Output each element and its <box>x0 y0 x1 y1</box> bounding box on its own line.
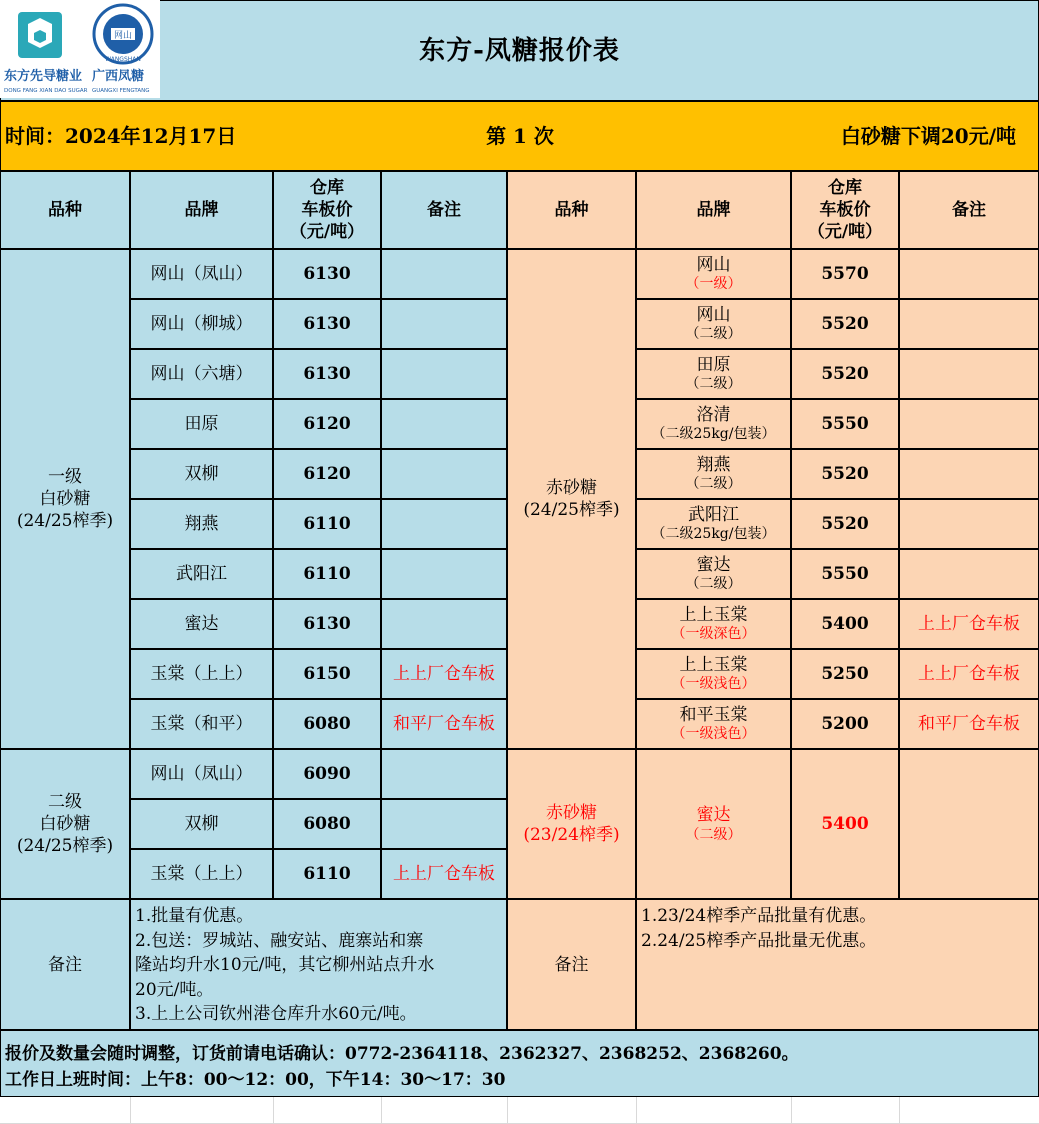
left-note-cell <box>381 349 507 399</box>
left-brand-cell <box>130 699 273 749</box>
note: 上上厂仓车板 <box>393 664 495 684</box>
brand-grade: （一级深色） <box>671 626 756 642</box>
left-brand-cell <box>130 749 273 799</box>
brand-name: 田原 <box>184 414 219 434</box>
remark-line: 隆站均升水10元/吨，其它柳州站点升水 <box>135 955 435 975</box>
left-note-cell <box>381 849 507 899</box>
price: 6130 <box>303 364 351 384</box>
header-price-right: 仓库 车板价 （元/吨） <box>791 171 899 249</box>
left-logo-name: 东方先导糖业 <box>4 69 83 84</box>
header-price-left: 仓库 车板价 （元/吨） <box>273 171 381 249</box>
price: 6110 <box>303 514 351 534</box>
brand-name: 网山（柳城） <box>150 314 253 334</box>
remarks-label-right: 备注 <box>507 899 636 1030</box>
header-note-right: 备注 <box>899 171 1039 249</box>
header-brand-right: 品牌 <box>636 171 791 249</box>
note: 和平厂仓车板 <box>918 714 1020 734</box>
brand-name: 蜜达 <box>696 555 731 575</box>
price: 6130 <box>303 314 351 334</box>
note: 上上厂仓车板 <box>918 664 1020 684</box>
left-brand-cell <box>130 249 273 299</box>
left-brand-cell <box>130 449 273 499</box>
price: 5200 <box>821 714 869 734</box>
note: 上上厂仓车板 <box>918 614 1020 634</box>
brand-name: 翔燕 <box>184 514 219 534</box>
right-note-cell <box>899 599 1039 649</box>
contact-line: 报价及数量会随时调整，订货前请电话确认：0772-2364118、2362327、2368252、2368260。 <box>5 1044 799 1064</box>
price: 6120 <box>303 414 351 434</box>
left-note-cell <box>381 699 507 749</box>
brand-grade: （一级浅色） <box>671 726 756 742</box>
remark-line: 1.批量有优惠。 <box>135 906 254 926</box>
right-price-cell <box>791 699 899 749</box>
left-note-cell <box>381 499 507 549</box>
brand-name: 网山（凤山） <box>150 264 253 284</box>
left-price-cell <box>273 499 381 549</box>
right-logo-sub: GUANGXI FENGTANG <box>92 88 150 94</box>
price: 6080 <box>303 714 351 734</box>
right-note-cell <box>899 449 1039 499</box>
hours-line: 工作日上班时间：上午8：00～12：00，下午14：30～17：30 <box>5 1070 506 1090</box>
left-price-cell <box>273 249 381 299</box>
remark-line: 20元/吨。 <box>135 979 214 1000</box>
right-brand-cell <box>636 299 791 349</box>
note: 上上厂仓车板 <box>393 864 495 884</box>
left-brand-cell <box>130 299 273 349</box>
brand-grade: （二级25kg/包装） <box>651 526 776 542</box>
note: 和平厂仓车板 <box>393 714 495 734</box>
brand-name: 田原 <box>696 355 731 375</box>
grid-line <box>636 1097 637 1124</box>
brand-grade: （二级） <box>685 376 742 392</box>
right-logo-name: 广西凤糖 <box>92 69 145 84</box>
seal-ring-text: WANGSHAN <box>105 56 141 63</box>
left-note-cell <box>381 449 507 499</box>
brand-grade: （一级） <box>685 276 742 292</box>
left-price-cell <box>273 449 381 499</box>
right-note-cell <box>899 499 1039 549</box>
quote-round: 第 1 次 <box>486 124 554 148</box>
price: 6130 <box>303 614 351 634</box>
left-price-cell <box>273 399 381 449</box>
right-brand-cell <box>636 399 791 449</box>
grid-line <box>130 1097 131 1124</box>
right-brand-cell <box>636 349 791 399</box>
left-brand-cell <box>130 349 273 399</box>
left-note-cell <box>381 399 507 449</box>
brand-grade: （二级） <box>685 326 742 342</box>
adjust-cell <box>650 101 1039 171</box>
left-note-cell <box>381 249 507 299</box>
right-note-cell <box>899 299 1039 349</box>
right-brand-cell-11 <box>636 749 791 899</box>
brand-name: 网山 <box>696 305 731 325</box>
right-note-cell <box>899 249 1039 299</box>
grid-line <box>791 1097 792 1124</box>
page-title: 东方-凤糖报价表 <box>419 35 620 66</box>
brand-name: 网山（六塘） <box>150 364 253 384</box>
brand-grade: （一级浅色） <box>671 676 756 692</box>
left-price-cell <box>273 749 381 799</box>
remark-line: 1.23/24榨季产品批量有优惠。 <box>641 906 877 926</box>
grid-line <box>899 1097 900 1124</box>
price: 5520 <box>821 364 869 384</box>
grid-line <box>273 1097 274 1124</box>
header-brand-left: 品牌 <box>130 171 273 249</box>
left-price-cell <box>273 699 381 749</box>
variety-brown-sugar-2425: 赤砂糖 (24/25榨季) <box>507 249 636 749</box>
brand-name: 蜜达 <box>184 614 219 634</box>
right-price-cell <box>791 399 899 449</box>
round-cell <box>390 101 650 171</box>
left-price-cell <box>273 799 381 849</box>
brand-grade: （二级） <box>685 476 742 492</box>
right-price-cell <box>791 299 899 349</box>
right-note-cell-11 <box>899 749 1039 899</box>
right-price-cell <box>791 349 899 399</box>
brand-name: 网山（凤山） <box>150 764 253 784</box>
price: 5520 <box>821 514 869 534</box>
left-note-cell <box>381 749 507 799</box>
header-variety-left: 品种 <box>0 171 130 249</box>
remark-line: 2.包送：罗城站、融安站、鹿寨站和寨 <box>135 930 424 951</box>
left-note-cell <box>381 799 507 849</box>
seal-text: 网山 <box>113 31 133 41</box>
right-price-cell <box>791 499 899 549</box>
left-price-cell <box>273 349 381 399</box>
price: 5520 <box>821 464 869 484</box>
left-brand-cell <box>130 499 273 549</box>
remarks-label-left: 备注 <box>0 899 130 1030</box>
left-price-cell <box>273 849 381 899</box>
left-brand-cell <box>130 399 273 449</box>
header-variety-right: 品种 <box>507 171 636 249</box>
right-brand-cell <box>636 449 791 499</box>
right-note-cell <box>899 699 1039 749</box>
price: 5520 <box>821 314 869 334</box>
price: 5570 <box>821 264 869 284</box>
left-note-cell <box>381 299 507 349</box>
brand-name: 玉棠（上上） <box>150 864 253 884</box>
left-brand-cell <box>130 599 273 649</box>
left-note-cell <box>381 549 507 599</box>
right-price-cell <box>791 449 899 499</box>
right-brand-cell <box>636 549 791 599</box>
left-note-cell <box>381 599 507 649</box>
price-adjustment: 白砂糖下调20元/吨 <box>840 124 1016 148</box>
right-price-cell <box>791 599 899 649</box>
price: 6110 <box>303 564 351 584</box>
right-brand-cell <box>636 699 791 749</box>
grid-line <box>381 1097 382 1124</box>
company-logos <box>0 0 160 98</box>
right-price-cell <box>791 649 899 699</box>
brand-name: 双柳 <box>184 464 219 484</box>
right-price-cell-11: 5400 <box>791 749 899 899</box>
price: 5400 <box>821 614 869 634</box>
left-price-cell <box>273 299 381 349</box>
date-cell <box>0 101 390 171</box>
brand-name: 上上玉棠 <box>679 655 748 675</box>
left-brand-cell <box>130 799 273 849</box>
brand-name: 双柳 <box>184 814 219 834</box>
left-price-cell <box>273 599 381 649</box>
left-brand-cell <box>130 549 273 599</box>
left-brand-cell <box>130 649 273 699</box>
remarks-right <box>636 899 1039 1030</box>
grid-line <box>507 1097 508 1124</box>
brand-name: 玉棠（和平） <box>150 714 253 734</box>
price: 6130 <box>303 264 351 284</box>
brand-grade: （二级） <box>685 576 742 592</box>
brand-name: 玉棠（上上） <box>150 664 253 684</box>
header-note-left: 备注 <box>381 171 507 249</box>
remark-line: 3.上上公司钦州港仓库升水60元/吨。 <box>135 1004 417 1024</box>
left-brand-cell <box>130 849 273 899</box>
brand-name: 洛清 <box>696 405 731 425</box>
price: 6090 <box>303 764 351 784</box>
price: 5250 <box>821 664 869 684</box>
left-note-cell <box>381 649 507 699</box>
variety-grade1-white-sugar: 一级 白砂糖 (24/25榨季) <box>0 249 130 749</box>
brand-name: 翔燕 <box>696 455 731 475</box>
quote-date: 时间：2024年12月17日 <box>5 124 237 148</box>
variety-grade2-white-sugar: 二级 白砂糖 (24/25榨季) <box>0 749 130 899</box>
right-note-cell <box>899 649 1039 699</box>
price: 6110 <box>303 864 351 884</box>
right-price-cell <box>791 249 899 299</box>
brand-name: 武阳江 <box>176 564 227 584</box>
remarks-left <box>130 899 507 1030</box>
price: 5550 <box>821 564 869 584</box>
price: 6120 <box>303 464 351 484</box>
brand-name: 网山 <box>696 255 731 275</box>
right-price-cell <box>791 549 899 599</box>
price: 5550 <box>821 414 869 434</box>
brand-name: 上上玉棠 <box>679 605 748 625</box>
right-note-cell <box>899 349 1039 399</box>
brand-grade: （二级25kg/包装） <box>651 426 776 442</box>
right-brand-cell <box>636 649 791 699</box>
left-logo-sub: DONG FANG XIAN DAO SUGAR <box>4 88 88 94</box>
right-brand-cell <box>636 499 791 549</box>
left-price-cell <box>273 649 381 699</box>
remark-line: 2.24/25榨季产品批量无优惠。 <box>641 930 877 951</box>
brand-name: 蜜达 <box>696 805 731 825</box>
right-note-cell <box>899 399 1039 449</box>
brand-grade: （二级） <box>685 827 742 843</box>
right-brand-cell <box>636 249 791 299</box>
logo-area <box>0 0 160 98</box>
price: 6150 <box>303 664 351 684</box>
right-note-cell <box>899 549 1039 599</box>
price: 6080 <box>303 814 351 834</box>
brand-name: 武阳江 <box>688 505 739 525</box>
left-price-cell <box>273 549 381 599</box>
footer <box>0 1030 1039 1097</box>
brand-name: 和平玉棠 <box>679 705 748 725</box>
right-brand-cell <box>636 599 791 649</box>
variety-brown-sugar-2324: 赤砂糖 (23/24榨季) <box>507 749 636 899</box>
